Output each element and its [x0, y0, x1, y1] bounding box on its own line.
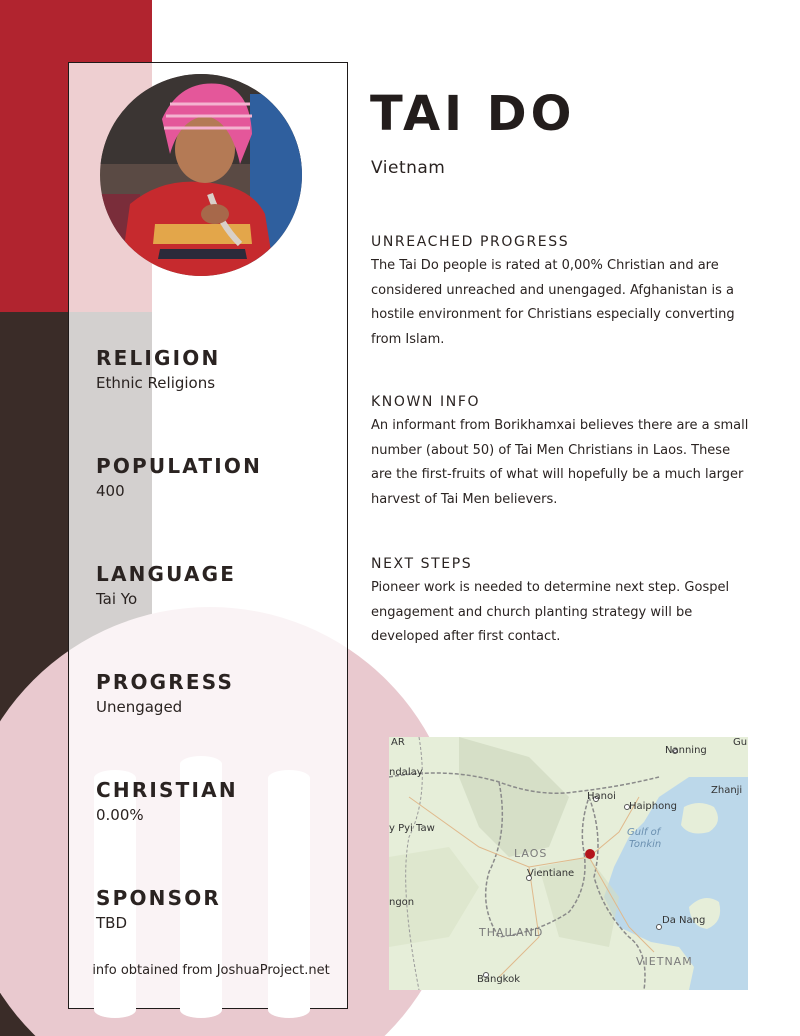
section-body: The Tai Do people is rated at 0,00% Christian and are considered unreached and unengaged. Afghanistan is a hostile environment for Christians especially converting from Islam.: [371, 258, 735, 347]
fact-progress: [96, 670, 234, 716]
section-known-info: [371, 394, 751, 512]
map-label: Gulf of: [627, 827, 661, 838]
fact-value: Ethnic Religions: [96, 374, 216, 392]
fact-label: CHRISTIAN: [96, 778, 238, 802]
map-label: Vientiane: [527, 868, 575, 879]
fact-language: [96, 562, 236, 608]
fact-religion: [96, 346, 220, 392]
section-heading: NEXT STEPS: [371, 556, 473, 572]
map-label: AR: [391, 737, 405, 748]
map-label: Bangkok: [477, 974, 521, 985]
fact-value: 0.00%: [96, 806, 144, 824]
map-label: LAOS: [514, 847, 548, 860]
portrait-photo: [100, 74, 302, 276]
fact-value: 400: [96, 482, 125, 500]
map-label: Da Nang: [662, 915, 706, 926]
section-body: An informant from Borikhamxai believes there are a small number (about 50) of Tai Men Christians in Laos. These are the first-fruits of what will hopefully be a much larger harvest of Tai Men believers.: [371, 418, 749, 507]
fact-christian: [96, 778, 238, 824]
fact-label: SPONSOR: [96, 886, 222, 910]
location-marker: [585, 849, 595, 859]
map-label: y Pyi Taw: [389, 823, 435, 834]
fact-value: TBD: [96, 914, 128, 932]
map-label: ngon: [389, 897, 415, 908]
fact-sponsor: [96, 886, 221, 932]
map-label: VIETNAM: [636, 955, 693, 968]
map-label: Haiphong: [629, 801, 677, 812]
country-subtitle: Vietnam: [371, 158, 446, 178]
section-unreached-progress: [371, 234, 751, 352]
fact-value: Unengaged: [96, 698, 183, 716]
fact-label: PROGRESS: [96, 670, 235, 694]
fact-label: LANGUAGE: [96, 562, 237, 586]
section-body: Pioneer work is needed to determine next step. Gospel engagement and church planting strategy will be developed after first contact.: [371, 580, 730, 644]
fact-value: Tai Yo: [96, 590, 138, 608]
map-label: ndalay: [389, 767, 423, 778]
people-group-title: TAI DO: [370, 86, 576, 142]
decorative-pillar: [268, 770, 310, 1018]
source-note: info obtained from JoshuaProject.net: [92, 963, 330, 978]
map-label: Nanning: [665, 745, 707, 756]
map-island: [681, 803, 718, 833]
map-label: Hanoi: [587, 791, 616, 802]
fact-label: RELIGION: [96, 346, 221, 370]
location-map: [389, 737, 748, 990]
section-heading: UNREACHED PROGRESS: [371, 234, 570, 250]
fact-label: POPULATION: [96, 454, 263, 478]
fact-population: [96, 454, 262, 500]
map-label: Gu: [733, 737, 748, 748]
map-label: THAILAND: [479, 926, 544, 939]
map-label: Tonkin: [629, 839, 662, 850]
map-label: Zhanji: [711, 785, 743, 796]
city-dot: [657, 925, 662, 930]
section-heading: KNOWN INFO: [371, 394, 481, 410]
section-next-steps: [371, 556, 751, 650]
